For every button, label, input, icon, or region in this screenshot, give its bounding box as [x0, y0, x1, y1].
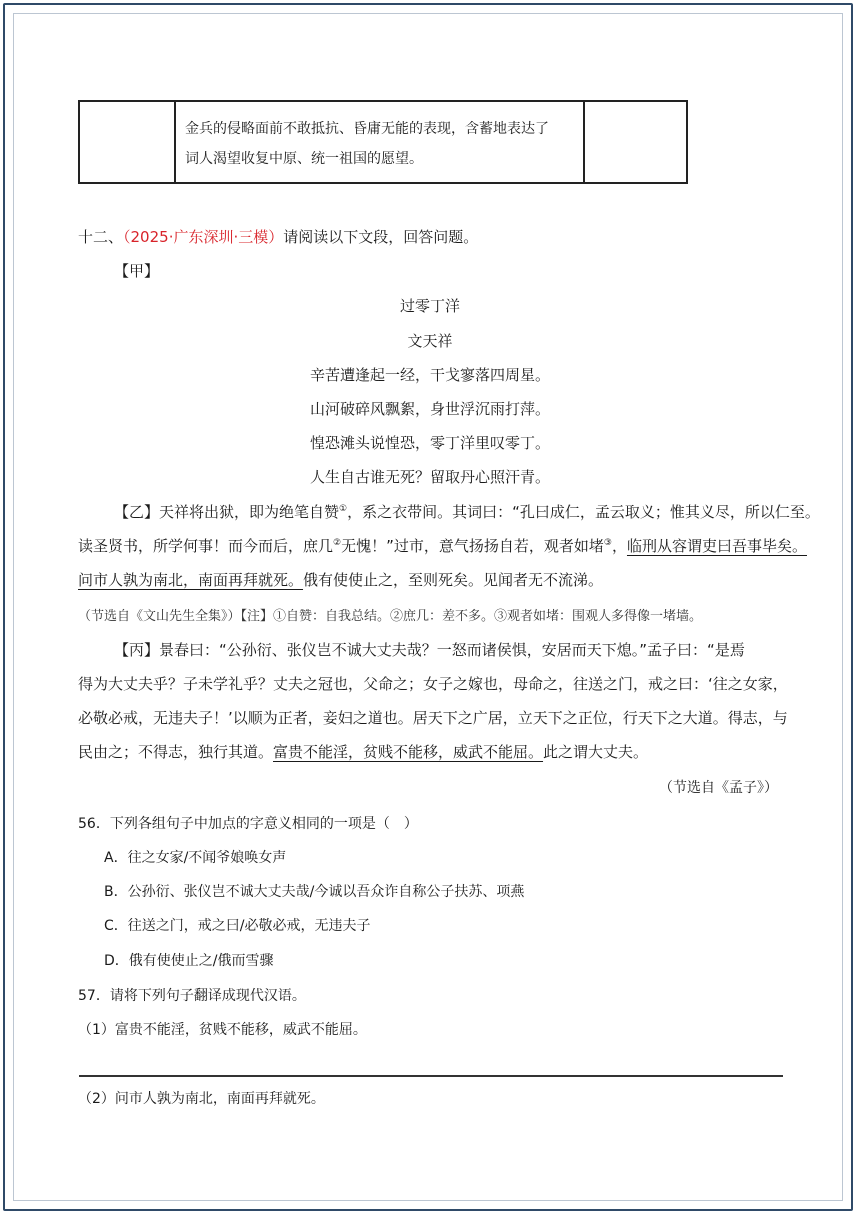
yi-text: ，系之衣带间。其词曰：“孔曰成仁，孟云取义；惟其义尽，所以仁至。 — [347, 503, 820, 521]
footnote-mark: ③ — [603, 538, 612, 548]
question-57-item: （2）问市人孰为南北，南面再拜就死。 — [78, 1091, 325, 1107]
option-d: D．俄有使使止之/俄而雪骤 — [104, 953, 274, 969]
question-57-item: （1）富贵不能淫，贫贱不能移，威武不能屈。 — [78, 1022, 367, 1038]
table-cell-left — [80, 102, 176, 182]
section-heading — [78, 226, 478, 247]
yi-text: 【乙】天祥将出狱，即为绝笔自赞 — [114, 503, 340, 521]
option-a: A．往之女家/不闻爷娘唤女声 — [104, 850, 287, 866]
footnote-mark: ① — [339, 504, 348, 514]
section-number: 十二、 — [78, 228, 124, 246]
part-bing-line: 【丙】景春曰：“公孙衍、张仪岂不诚大丈夫哉？一怒而诸侯惧，安居而天下熄。”孟子曰：“是焉 — [114, 641, 745, 659]
underlined-sentence: 问市人孰为南北，南面再拜就死。 — [78, 571, 304, 589]
part-yi-line — [78, 569, 603, 590]
section-source: （2025·广东深圳·三模） — [123, 228, 284, 246]
source-note: （节选自《文山先生全集》）【注】①自赞：自我总结。②庶几：差不多。③观者如堵：围观人多得像一堵墙。 — [78, 609, 703, 624]
table-cell-middle — [185, 114, 549, 174]
question-56-stem: 56．下列各组句子中加点的字意义相同的一项是（ ） — [78, 816, 418, 832]
bing-source: （节选自《孟子》） — [659, 780, 778, 796]
poem-author: 文天祥 — [407, 332, 453, 350]
underlined-sentence: 富贵不能淫，贫贱不能移，威武不能屈。 — [273, 743, 544, 761]
underlined-sentence: 临刑从容谓吏曰吾事毕矣。 — [626, 537, 807, 555]
poem-line: 辛苦遭逢起一经，干戈寥落四周星。 — [309, 366, 550, 384]
option-b: B．公孙衍、张仪岂不诚大丈夫哉/今诚以吾众诈自称公子扶苏、项燕 — [104, 884, 525, 900]
bing-text: 此之谓大丈夫。 — [543, 743, 649, 761]
poem-line: 惶恐滩头说惶恐，零丁洋里叹零丁。 — [309, 434, 550, 452]
part-yi-line — [114, 501, 820, 522]
section-instruction: 请阅读以下文段，回答问题。 — [283, 228, 479, 246]
table-cell-line: 金兵的侵略面前不敢抵抗、昏庸无能的表现，含蓄地表达了 — [185, 121, 549, 137]
option-c: C．往送之门，戒之曰/必敬必戒，无违夫子 — [104, 918, 371, 934]
part-bing-line: 必敬必戒，无违夫子！’以顺为正者，妾妇之道也。居天下之广居，立天下之正位，行天下之大道。得志，与 — [78, 709, 788, 727]
poem-title: 过零丁洋 — [399, 297, 460, 315]
yi-text: 读圣贤书，所学何事！而今而后，庶几 — [78, 537, 334, 555]
yi-text: 无愧！”过市，意气扬扬自若，观者如堵 — [341, 537, 604, 555]
table-cell-line: 词人渴望收复中原、统一祖国的愿望。 — [185, 151, 423, 167]
part-bing-line: 得为大丈夫乎？子未学礼乎？丈夫之冠也，父命之；女子之嫁也，母命之，往送之门，戒之曰：‘往之女家， — [78, 675, 788, 693]
question-57-stem: 57．请将下列句子翻译成现代汉语。 — [78, 988, 306, 1004]
answer-line — [79, 1075, 783, 1077]
poem-line: 人生自古谁无死？留取丹心照汗青。 — [309, 468, 550, 486]
part-yi-line — [78, 535, 807, 556]
footnote-mark: ② — [333, 538, 342, 548]
yi-text: ， — [611, 537, 627, 555]
part-jia-label: 【甲】 — [114, 262, 160, 280]
table-cell-right — [583, 102, 686, 182]
poem-line: 山河破碎风飘絮，身世浮沉雨打萍。 — [309, 400, 550, 418]
yi-text: 俄有使使止之，至则死矣。见闻者无不流涕。 — [303, 571, 604, 589]
part-bing-line — [78, 741, 648, 762]
answer-table — [78, 100, 688, 184]
bing-text: 民由之；不得志，独行其道。 — [78, 743, 274, 761]
